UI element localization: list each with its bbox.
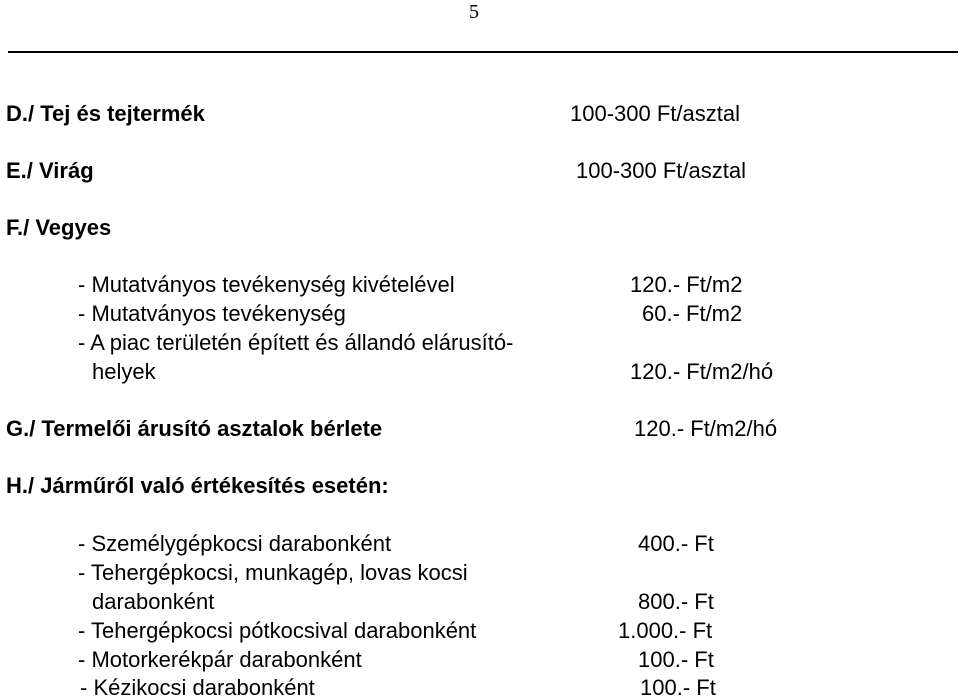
section-h-item-value: 800.- Ft — [638, 589, 714, 614]
section-f-item-value: 60.- Ft/m2 — [642, 301, 743, 326]
section-h-item-value: 400.- Ft — [638, 531, 714, 556]
section-f-item-value: 120.- Ft/m2 — [630, 272, 743, 297]
section-h-item-value: 1.000.- Ft — [618, 618, 713, 643]
section-h-item-label: - Kézikocsi darabonként — [80, 675, 315, 700]
section-f-item-value: 120.- Ft/m2/hó — [630, 359, 774, 384]
section-f-item-label: - Mutatványos tevékenység kivételével — [78, 272, 455, 297]
section-h-item-label: - Személygépkocsi darabonként — [78, 531, 392, 556]
section-g-title: G./ Termelői árusító asztalok bérlete — [6, 416, 383, 441]
section-h-item-label: - Tehergépkocsi, munkagép, lovas kocsi — [78, 560, 468, 585]
section-g-value: 120.- Ft/m2/hó — [634, 416, 778, 441]
section-h-item-value: 100.- Ft — [640, 675, 716, 700]
section-h-item-label-line2: darabonként — [92, 589, 215, 614]
page-number: 5 — [469, 1, 479, 23]
section-d-value: 100-300 Ft/asztal — [570, 101, 740, 126]
section-h-item-label: - Tehergépkocsi pótkocsival darabonként — [78, 618, 477, 643]
section-e-value: 100-300 Ft/asztal — [576, 158, 746, 183]
section-h-item-label: - Motorkerékpár darabonként — [78, 647, 362, 672]
section-e-title: E./ Virág — [6, 158, 94, 183]
section-f-item-label: - A piac területén épített és állandó elárusító- — [78, 330, 514, 355]
section-d-title: D./ Tej és tejtermék — [6, 101, 205, 126]
section-f-item-label-line2: helyek — [92, 359, 156, 384]
section-f-item-label: - Mutatványos tevékenység — [78, 301, 346, 326]
section-f-title: F./ Vegyes — [6, 215, 112, 240]
header-rule — [8, 51, 958, 53]
section-h-item-value: 100.- Ft — [638, 647, 714, 672]
section-h-title: H./ Járműről való értékesítés esetén: — [6, 473, 389, 498]
